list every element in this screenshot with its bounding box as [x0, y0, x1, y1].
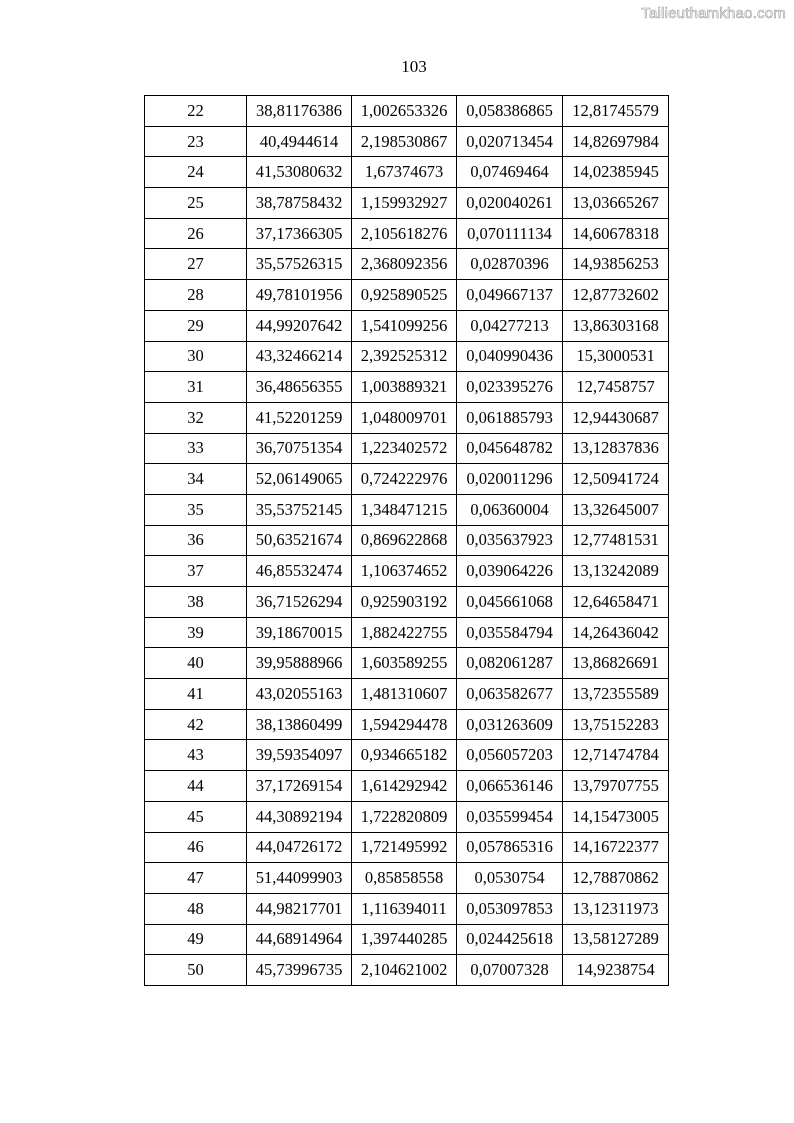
- row-index-cell: 33: [145, 433, 247, 464]
- table-row: [145, 157, 669, 188]
- value-cell: 0,024425618: [457, 924, 563, 955]
- row-index-cell: 36: [145, 525, 247, 556]
- value-cell: 44,99207642: [247, 310, 352, 341]
- value-cell: 0,023395276: [457, 372, 563, 403]
- value-cell: 44,30892194: [247, 801, 352, 832]
- table-row: [145, 709, 669, 740]
- value-cell: 39,18670015: [247, 617, 352, 648]
- row-index-cell: 29: [145, 310, 247, 341]
- value-cell: 0,070111134: [457, 218, 563, 249]
- value-cell: 39,59354097: [247, 740, 352, 771]
- row-index-cell: 42: [145, 709, 247, 740]
- value-cell: 0,04277213: [457, 310, 563, 341]
- value-cell: 2,392525312: [352, 341, 457, 372]
- value-cell: 12,71474784: [563, 740, 669, 771]
- value-cell: 44,68914964: [247, 924, 352, 955]
- value-cell: 0,082061287: [457, 648, 563, 679]
- table-row: [145, 679, 669, 710]
- value-cell: 0,066536146: [457, 771, 563, 802]
- value-cell: 0,039064226: [457, 556, 563, 587]
- value-cell: 13,72355589: [563, 679, 669, 710]
- row-index-cell: 46: [145, 832, 247, 863]
- value-cell: 0,0530754: [457, 863, 563, 894]
- value-cell: 1,159932927: [352, 188, 457, 219]
- table-row: [145, 280, 669, 311]
- value-cell: 0,02870396: [457, 249, 563, 280]
- table-row: [145, 955, 669, 986]
- value-cell: 14,15473005: [563, 801, 669, 832]
- value-cell: 13,32645007: [563, 494, 669, 525]
- row-index-cell: 47: [145, 863, 247, 894]
- value-cell: 0,07007328: [457, 955, 563, 986]
- value-cell: 0,925890525: [352, 280, 457, 311]
- value-cell: 12,87732602: [563, 280, 669, 311]
- table-row: [145, 341, 669, 372]
- value-cell: 35,53752145: [247, 494, 352, 525]
- row-index-cell: 22: [145, 96, 247, 127]
- value-cell: 0,035599454: [457, 801, 563, 832]
- table-row: [145, 832, 669, 863]
- page-number: 103: [401, 57, 427, 76]
- row-index-cell: 28: [145, 280, 247, 311]
- value-cell: 43,32466214: [247, 341, 352, 372]
- value-cell: 12,50941724: [563, 464, 669, 495]
- value-cell: 41,52201259: [247, 402, 352, 433]
- row-index-cell: 43: [145, 740, 247, 771]
- value-cell: 0,045661068: [457, 587, 563, 618]
- table-row: [145, 310, 669, 341]
- table-row: [145, 372, 669, 403]
- table-row: [145, 433, 669, 464]
- row-index-cell: 45: [145, 801, 247, 832]
- value-cell: 51,44099903: [247, 863, 352, 894]
- value-cell: 0,031263609: [457, 709, 563, 740]
- value-cell: 37,17269154: [247, 771, 352, 802]
- value-cell: 43,02055163: [247, 679, 352, 710]
- value-cell: 36,48656355: [247, 372, 352, 403]
- value-cell: 37,17366305: [247, 218, 352, 249]
- value-cell: 12,64658471: [563, 587, 669, 618]
- value-cell: 13,58127289: [563, 924, 669, 955]
- value-cell: 36,70751354: [247, 433, 352, 464]
- row-index-cell: 34: [145, 464, 247, 495]
- value-cell: 12,77481531: [563, 525, 669, 556]
- value-cell: 45,73996735: [247, 955, 352, 986]
- value-cell: 1,397440285: [352, 924, 457, 955]
- value-cell: 38,13860499: [247, 709, 352, 740]
- value-cell: 13,13242089: [563, 556, 669, 587]
- table-row: [145, 249, 669, 280]
- value-cell: 1,594294478: [352, 709, 457, 740]
- value-cell: 12,81745579: [563, 96, 669, 127]
- table-row: [145, 525, 669, 556]
- value-cell: 1,722820809: [352, 801, 457, 832]
- table-row: [145, 556, 669, 587]
- value-cell: 12,78870862: [563, 863, 669, 894]
- row-index-cell: 38: [145, 587, 247, 618]
- value-cell: 46,85532474: [247, 556, 352, 587]
- table-row: [145, 863, 669, 894]
- value-cell: 50,63521674: [247, 525, 352, 556]
- table-row: [145, 96, 669, 127]
- value-cell: 2,104621002: [352, 955, 457, 986]
- row-index-cell: 48: [145, 893, 247, 924]
- value-cell: 0,035584794: [457, 617, 563, 648]
- value-cell: 1,116394011: [352, 893, 457, 924]
- table-row: [145, 617, 669, 648]
- value-cell: 0,85858558: [352, 863, 457, 894]
- value-cell: 36,71526294: [247, 587, 352, 618]
- value-cell: 0,06360004: [457, 494, 563, 525]
- row-index-cell: 35: [145, 494, 247, 525]
- value-cell: 0,035637923: [457, 525, 563, 556]
- row-index-cell: 26: [145, 218, 247, 249]
- value-cell: 38,78758432: [247, 188, 352, 219]
- value-cell: 0,057865316: [457, 832, 563, 863]
- table-row: [145, 648, 669, 679]
- table-row: [145, 402, 669, 433]
- value-cell: 12,94430687: [563, 402, 669, 433]
- data-table: [144, 95, 669, 986]
- value-cell: 52,06149065: [247, 464, 352, 495]
- value-cell: 13,79707755: [563, 771, 669, 802]
- value-cell: 14,26436042: [563, 617, 669, 648]
- value-cell: 1,67374673: [352, 157, 457, 188]
- value-cell: 1,048009701: [352, 402, 457, 433]
- value-cell: 13,12837836: [563, 433, 669, 464]
- value-cell: 0,058386865: [457, 96, 563, 127]
- value-cell: 2,198530867: [352, 126, 457, 157]
- row-index-cell: 27: [145, 249, 247, 280]
- value-cell: 1,721495992: [352, 832, 457, 863]
- row-index-cell: 50: [145, 955, 247, 986]
- value-cell: 38,81176386: [247, 96, 352, 127]
- value-cell: 15,3000531: [563, 341, 669, 372]
- value-cell: 0,040990436: [457, 341, 563, 372]
- value-cell: 1,223402572: [352, 433, 457, 464]
- table-row: [145, 893, 669, 924]
- value-cell: 1,614292942: [352, 771, 457, 802]
- row-index-cell: 32: [145, 402, 247, 433]
- data-table-body: [145, 96, 669, 986]
- value-cell: 0,053097853: [457, 893, 563, 924]
- row-index-cell: 39: [145, 617, 247, 648]
- value-cell: 1,106374652: [352, 556, 457, 587]
- row-index-cell: 41: [145, 679, 247, 710]
- value-cell: 2,105618276: [352, 218, 457, 249]
- table-row: [145, 740, 669, 771]
- value-cell: 0,869622868: [352, 525, 457, 556]
- value-cell: 0,045648782: [457, 433, 563, 464]
- value-cell: 40,4944614: [247, 126, 352, 157]
- value-cell: 0,063582677: [457, 679, 563, 710]
- value-cell: 44,04726172: [247, 832, 352, 863]
- table-row: [145, 126, 669, 157]
- value-cell: 14,93856253: [563, 249, 669, 280]
- row-index-cell: 44: [145, 771, 247, 802]
- value-cell: 41,53080632: [247, 157, 352, 188]
- value-cell: 14,02385945: [563, 157, 669, 188]
- row-index-cell: 31: [145, 372, 247, 403]
- value-cell: 12,7458757: [563, 372, 669, 403]
- table-row: [145, 218, 669, 249]
- table-row: [145, 587, 669, 618]
- value-cell: 14,82697984: [563, 126, 669, 157]
- table-row: [145, 801, 669, 832]
- row-index-cell: 37: [145, 556, 247, 587]
- value-cell: 1,348471215: [352, 494, 457, 525]
- table-row: [145, 464, 669, 495]
- table-row: [145, 924, 669, 955]
- table-row: [145, 771, 669, 802]
- value-cell: 1,002653326: [352, 96, 457, 127]
- value-cell: 13,86303168: [563, 310, 669, 341]
- value-cell: 2,368092356: [352, 249, 457, 280]
- table-row: [145, 188, 669, 219]
- value-cell: 13,86826691: [563, 648, 669, 679]
- value-cell: 0,049667137: [457, 280, 563, 311]
- value-cell: 14,16722377: [563, 832, 669, 863]
- value-cell: 0,724222976: [352, 464, 457, 495]
- row-index-cell: 24: [145, 157, 247, 188]
- value-cell: 44,98217701: [247, 893, 352, 924]
- value-cell: 0,07469464: [457, 157, 563, 188]
- value-cell: 14,9238754: [563, 955, 669, 986]
- table-row: [145, 494, 669, 525]
- value-cell: 1,882422755: [352, 617, 457, 648]
- value-cell: 35,57526315: [247, 249, 352, 280]
- value-cell: 49,78101956: [247, 280, 352, 311]
- value-cell: 39,95888966: [247, 648, 352, 679]
- value-cell: 1,541099256: [352, 310, 457, 341]
- value-cell: 1,003889321: [352, 372, 457, 403]
- value-cell: 1,603589255: [352, 648, 457, 679]
- value-cell: 13,75152283: [563, 709, 669, 740]
- value-cell: 0,020011296: [457, 464, 563, 495]
- value-cell: 14,60678318: [563, 218, 669, 249]
- value-cell: 13,12311973: [563, 893, 669, 924]
- value-cell: 0,934665182: [352, 740, 457, 771]
- value-cell: 13,03665267: [563, 188, 669, 219]
- row-index-cell: 40: [145, 648, 247, 679]
- value-cell: 1,481310607: [352, 679, 457, 710]
- watermark: Tailieuthamkhao.com: [641, 5, 786, 22]
- row-index-cell: 25: [145, 188, 247, 219]
- value-cell: 0,925903192: [352, 587, 457, 618]
- value-cell: 0,020040261: [457, 188, 563, 219]
- value-cell: 0,056057203: [457, 740, 563, 771]
- row-index-cell: 30: [145, 341, 247, 372]
- row-index-cell: 23: [145, 126, 247, 157]
- row-index-cell: 49: [145, 924, 247, 955]
- value-cell: 0,061885793: [457, 402, 563, 433]
- value-cell: 0,020713454: [457, 126, 563, 157]
